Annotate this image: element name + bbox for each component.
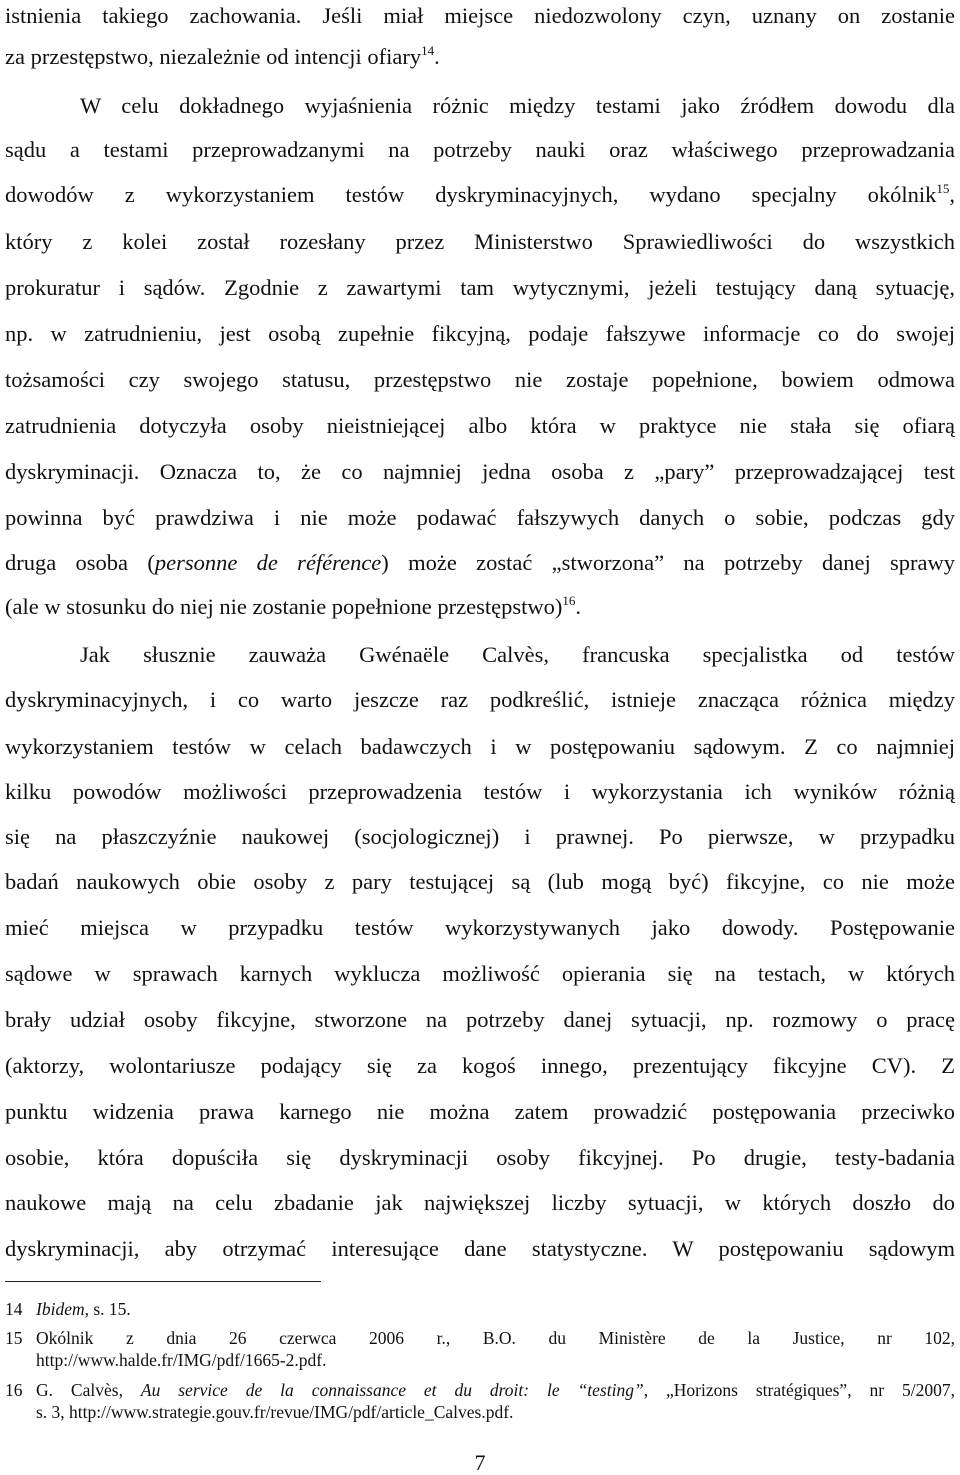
footnote-16 bbox=[0, 1379, 960, 1423]
body-line-24: (aktorzy, wolontariusze podający się za kogoś innego, prezentujący fikcyjne CV). Z bbox=[5, 1053, 955, 1078]
body-line-16: dyskryminacyjnych, i co warto jeszcze raz podkreślić, istnieje znacząca różnica między bbox=[5, 687, 955, 712]
footnote-ref-14: 14 bbox=[421, 43, 435, 58]
footnote-separator bbox=[5, 1281, 321, 1282]
footnote-number: 16 bbox=[5, 1380, 23, 1400]
body-line-22: sądowe w sprawach karnych wyklucza możliwość opierania się na testach, w których bbox=[5, 961, 955, 986]
italic-phrase: personne de référence bbox=[154, 550, 382, 575]
footnote-ref-16: 16 bbox=[562, 593, 576, 608]
footnote-text: G. Calvès, Au service de la connaissance et du droit: le “testing”, „Horizons stratégiques”, nr 5/2007, bbox=[36, 1380, 955, 1400]
footnote-15 bbox=[0, 1327, 960, 1371]
body-line-3: W celu dokładnego wyjaśnienia różnic między testami jako źródłem dowodu dla bbox=[80, 93, 955, 118]
body-line-23: brały udział osoby fikcyjne, stworzone na potrzeby danej sytuacji, np. rozmowy o pracę bbox=[5, 1007, 955, 1032]
body-line-20: badań naukowych obie osoby z pary testującej są (lub mogą być) fikcyjne, co nie może bbox=[5, 869, 955, 894]
page-number: 7 bbox=[474, 1450, 486, 1475]
body-line-27: naukowe mają na celu zbadanie jak największej liczby sytuacji, w których doszło do bbox=[5, 1190, 955, 1215]
footnote-text: Okólnik z dnia 26 czerwca 2006 r., B.O. du Ministère de la Justice, nr 102, bbox=[36, 1328, 955, 1348]
footnote-ref-15: 15 bbox=[936, 181, 950, 196]
body-line-13: druga osoba (personne de référence) może zostać „stworzona” na potrzeby danej sprawy bbox=[5, 550, 955, 575]
body-line-6: który z kolei został rozesłany przez Ministerstwo Sprawiedliwości do wszystkich bbox=[5, 229, 955, 254]
body-line-28: dyskryminacji, aby otrzymać interesujące dane statystyczne. W postępowaniu sądowym bbox=[5, 1236, 955, 1261]
body-line-11: dyskryminacji. Oznacza to, że co najmniej jedna osoba z „pary” przeprowadzającej test bbox=[5, 459, 955, 484]
body-line-2: za przestępstwo, niezależnie od intencji ofiary$^{14}$. bbox=[5, 43, 440, 69]
body-line-21: mieć miejsca w przypadku testów wykorzystywanych jako dowody. Postępowanie bbox=[5, 915, 955, 940]
footnote-link[interactable]: s. 3, http://www.strategie.gouv.fr/revue/IMG/pdf/article_Calves.pdf. bbox=[36, 1402, 514, 1422]
body-line-5: dowodów z wykorzystaniem testów dyskryminacyjnych, wydano specjalny okólnik$^{15}$, bbox=[5, 181, 955, 207]
body-line-17: wykorzystaniem testów w celach badawczych i w postępowaniu sądowym. Z co najmniej bbox=[5, 734, 955, 759]
body-line-26: osobie, która dopuściła się dyskryminacji osoby fikcyjnej. Po drugie, testy-badania bbox=[5, 1145, 955, 1170]
body-line-7: prokuratur i sądów. Zgodnie z zawartymi tam wytycznymi, jeżeli testujący daną sytuację, bbox=[5, 275, 955, 300]
body-line-19: się na płaszczyźnie naukowej (socjologicznej) i prawnej. Po pierwsze, w przypadku bbox=[5, 824, 955, 849]
body-line-25: punktu widzenia prawa karnego nie można zatem prowadzić postępowania przeciwko bbox=[5, 1099, 955, 1124]
body-line-4: sądu a testami przeprowadzanymi na potrzeby nauki oraz właściwego przeprowadzania bbox=[5, 137, 955, 162]
body-line-18: kilku powodów możliwości przeprowadzenia testów i wykorzystania ich wyników różnią bbox=[5, 779, 955, 804]
body-line-1: istnienia takiego zachowania. Jeśli miał miejsce niedozwolony czyn, uznany on zostanie bbox=[5, 3, 955, 28]
body-line-8: np. w zatrudnieniu, jest osobą zupełnie fikcyjną, podaje fałszywe informacje co do swojej bbox=[5, 321, 955, 346]
body-line-12: powinna być prawdziwa i nie może podawać fałszywych danych o sobie, podczas gdy bbox=[5, 505, 955, 530]
body-line-10: zatrudnienia dotyczyła osoby nieistniejącej albo która w praktyce nie stała się ofiarą bbox=[5, 413, 955, 438]
body-line-15: Jak słusznie zauważa Gwénaële Calvès, francuska specjalistka od testów bbox=[80, 642, 955, 667]
footnote-number: 14 bbox=[5, 1299, 23, 1319]
footnote-link[interactable]: http://www.halde.fr/IMG/pdf/1665-2.pdf. bbox=[36, 1350, 327, 1370]
body-line-9: tożsamości czy swojego statusu, przestępstwo nie zostaje popełnione, bowiem odmowa bbox=[5, 367, 955, 392]
footnote-text: Ibidem, s. 15. bbox=[36, 1299, 131, 1319]
body-line-14: (ale w stosunku do niej nie zostanie popełnione przestępstwo)$^{16}$. bbox=[5, 593, 581, 619]
footnote-number: 15 bbox=[5, 1328, 23, 1348]
